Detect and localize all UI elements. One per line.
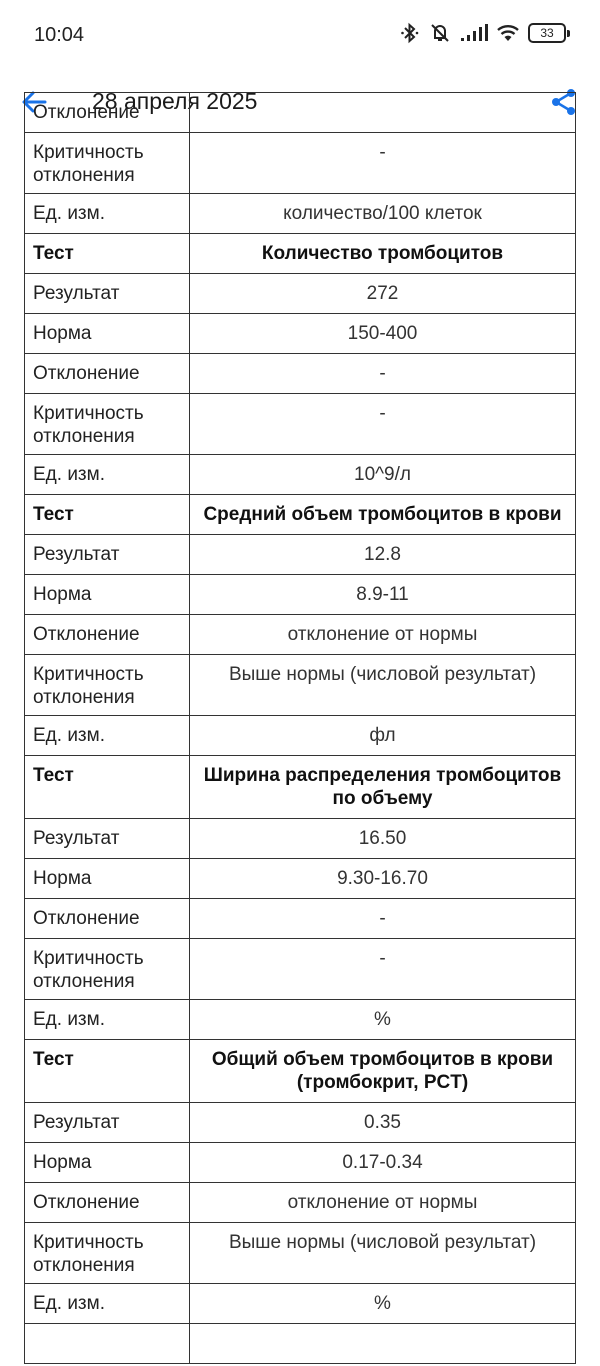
row-label: Ед. изм.: [25, 1000, 190, 1040]
row-value: -: [190, 394, 576, 455]
table-row: [25, 1183, 576, 1223]
row-label: Результат: [25, 274, 190, 314]
mute-icon: [428, 22, 452, 44]
table-row: [25, 535, 576, 575]
row-value: 272: [190, 274, 576, 314]
row-value: [190, 93, 576, 133]
test-header-row: [25, 495, 576, 535]
table-row: [25, 455, 576, 495]
status-bar: [0, 0, 600, 72]
row-label: Тест: [25, 495, 190, 535]
row-value: -: [190, 899, 576, 939]
row-value: Количество тромбоцитов: [190, 234, 576, 274]
row-value: %: [190, 1000, 576, 1040]
wifi-icon: [496, 23, 520, 43]
row-value: Ширина распределения тромбоцитов по объему: [190, 756, 576, 819]
row-label: Отклонение: [25, 354, 190, 394]
table-row: [25, 575, 576, 615]
row-value: 0.17-0.34: [190, 1143, 576, 1183]
row-label: Результат: [25, 819, 190, 859]
table-row: [25, 1223, 576, 1284]
row-label: Критичность отклонения: [25, 394, 190, 455]
results-scroll-area[interactable]: [0, 102, 600, 1366]
test-header-row: [25, 1040, 576, 1103]
row-value: 12.8: [190, 535, 576, 575]
table-row: [25, 133, 576, 194]
row-label: Результат: [25, 1103, 190, 1143]
row-label: Критичность отклонения: [25, 939, 190, 1000]
row-label: Критичность отклонения: [25, 655, 190, 716]
row-value: -: [190, 939, 576, 1000]
table-row: [25, 1103, 576, 1143]
row-value: [190, 1324, 576, 1364]
row-label: Ед. изм.: [25, 716, 190, 756]
results-table: [24, 92, 576, 1364]
row-value: отклонение от нормы: [190, 1183, 576, 1223]
row-value: 16.50: [190, 819, 576, 859]
table-row: [25, 859, 576, 899]
row-label: [25, 1324, 190, 1364]
table-row: [25, 394, 576, 455]
table-row: [25, 274, 576, 314]
row-value: %: [190, 1284, 576, 1324]
row-value: 9.30-16.70: [190, 859, 576, 899]
row-value: фл: [190, 716, 576, 756]
bluetooth-icon: [400, 22, 420, 44]
row-value: 8.9-11: [190, 575, 576, 615]
row-value: 150-400: [190, 314, 576, 354]
table-row: [25, 354, 576, 394]
test-header-row: [25, 756, 576, 819]
row-value: Общий объем тромбоцитов в крови (тромбокрит, PCT): [190, 1040, 576, 1103]
row-label: Результат: [25, 535, 190, 575]
status-icons: [400, 22, 570, 44]
table-row: [25, 615, 576, 655]
table-row: [25, 194, 576, 234]
row-label: Отклонение: [25, 615, 190, 655]
row-label: Критичность отклонения: [25, 133, 190, 194]
row-value: Средний объем тромбоцитов в крови: [190, 495, 576, 535]
battery-icon: [528, 23, 570, 43]
table-row: [25, 939, 576, 1000]
row-value: отклонение от нормы: [190, 615, 576, 655]
table-row: [25, 314, 576, 354]
table-row: [25, 1000, 576, 1040]
table-row: [25, 655, 576, 716]
table-row: [25, 1324, 576, 1364]
row-value: 10^9/л: [190, 455, 576, 495]
row-label: Тест: [25, 234, 190, 274]
row-value: -: [190, 133, 576, 194]
row-value: Выше нормы (числовой результат): [190, 1223, 576, 1284]
page-title: 28 апреля 2025: [92, 88, 258, 114]
row-value: Выше нормы (числовой результат): [190, 655, 576, 716]
row-value: количество/100 клеток: [190, 194, 576, 234]
row-label: Тест: [25, 756, 190, 819]
table-row: [25, 1284, 576, 1324]
row-label: Отклонение: [25, 1183, 190, 1223]
row-label: Критичность отклонения: [25, 1223, 190, 1284]
table-row: [25, 93, 576, 133]
row-value: -: [190, 354, 576, 394]
row-label: Ед. изм.: [25, 194, 190, 234]
table-row: [25, 1143, 576, 1183]
row-value: 0.35: [190, 1103, 576, 1143]
table-row: [25, 716, 576, 756]
table-row: [25, 819, 576, 859]
row-label: Норма: [25, 314, 190, 354]
row-label: Отклонение: [25, 899, 190, 939]
row-label: Норма: [25, 575, 190, 615]
status-time: 10:04: [34, 24, 85, 46]
row-label: Ед. изм.: [25, 1284, 190, 1324]
table-row: [25, 899, 576, 939]
battery-level: 33: [528, 23, 566, 43]
row-label: Тест: [25, 1040, 190, 1103]
row-label: Отклонение: [25, 93, 190, 133]
row-label: Норма: [25, 859, 190, 899]
row-label: Ед. изм.: [25, 455, 190, 495]
signal-icon: [460, 24, 488, 42]
test-header-row: [25, 234, 576, 274]
row-label: Норма: [25, 1143, 190, 1183]
